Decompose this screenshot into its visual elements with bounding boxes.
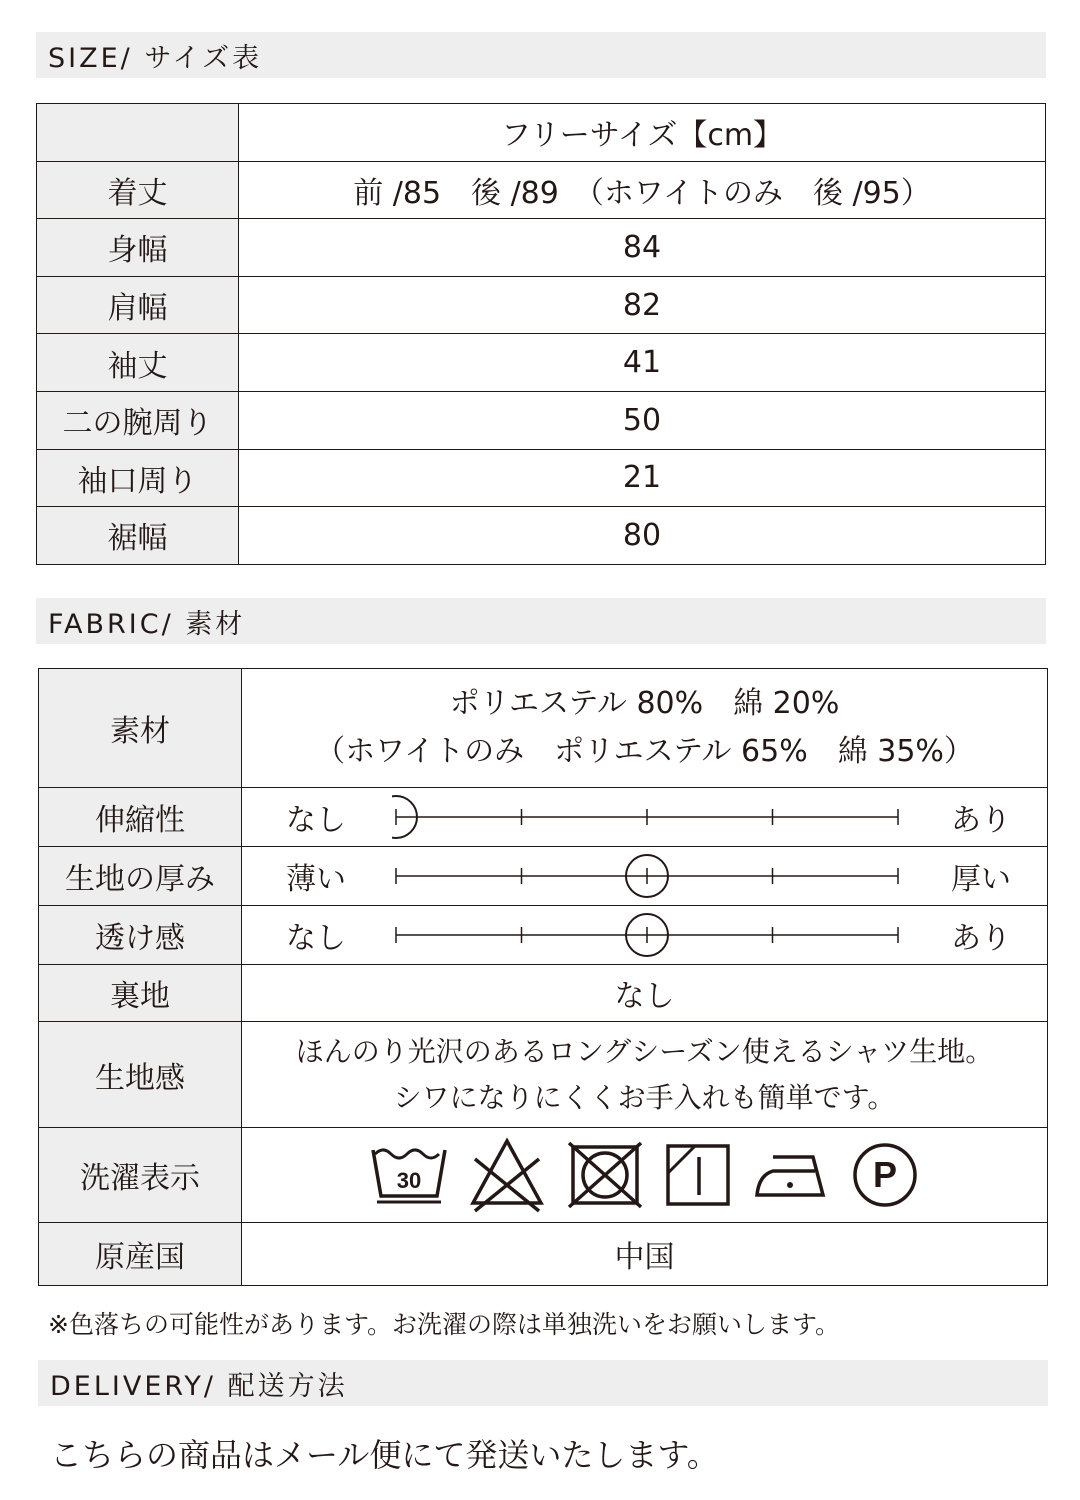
size-row <box>37 161 1046 219</box>
feel-row <box>39 1022 1048 1128</box>
size-label: 身幅 <box>37 219 239 277</box>
size-corner-cell <box>37 104 239 162</box>
material-label: 素材 <box>39 669 242 788</box>
origin-label: 原産国 <box>39 1223 242 1286</box>
color-fade-note: ※色落ちの可能性があります。お洗濯の際は単独洗いをお願いします。 <box>48 1310 840 1339</box>
size-label: 裾幅 <box>37 507 239 565</box>
stretch-scale-cell <box>242 788 1048 847</box>
thickness-right-label: 厚い <box>951 862 1011 897</box>
size-column-header: フリーサイズ【cm】 <box>239 104 1046 162</box>
size-row <box>37 449 1046 507</box>
sheerness-scale-cell <box>242 906 1048 965</box>
size-value: 21 <box>239 449 1046 507</box>
scale-row-sheerness <box>39 906 1048 965</box>
size-value: 82 <box>239 276 1046 334</box>
size-value: 41 <box>239 334 1046 392</box>
line-dry-icon <box>665 1143 731 1207</box>
fabric-table <box>38 668 1048 1286</box>
fabric-section-header <box>36 598 1046 644</box>
size-row <box>37 334 1046 392</box>
size-row <box>37 507 1046 565</box>
feel-label: 生地感 <box>39 1022 242 1128</box>
no-tumble-dry-icon <box>567 1141 643 1209</box>
thickness-left-label: 薄い <box>286 862 346 897</box>
feel-value <box>242 1022 1048 1128</box>
wash-30-icon <box>371 1144 447 1206</box>
sheerness-right-label: あり <box>951 921 1011 956</box>
stretch-right-label: あり <box>951 803 1011 838</box>
size-section-header <box>36 32 1046 78</box>
scale-row-thickness <box>39 847 1048 906</box>
no-bleach-icon <box>469 1137 545 1213</box>
material-value <box>242 669 1048 788</box>
feel-line-1: ほんのり光沢のあるロングシーズン使えるシャツ生地。 <box>295 1034 994 1068</box>
size-header-row <box>37 104 1046 162</box>
sheerness-left-label: なし <box>286 921 346 956</box>
wash-temp-label: 30 <box>396 1168 421 1193</box>
size-label: 袖丈 <box>37 334 239 392</box>
size-value: 50 <box>239 391 1046 449</box>
size-row <box>37 276 1046 334</box>
size-value: 84 <box>239 219 1046 277</box>
delivery-section-header <box>38 1360 1048 1406</box>
sheerness-scale <box>392 906 902 965</box>
care-row <box>39 1128 1048 1223</box>
size-value: 前 /85 後 /89 （ホワイトのみ 後 /95） <box>239 161 1046 219</box>
thickness-scale <box>392 847 902 906</box>
size-label: 肩幅 <box>37 276 239 334</box>
scale-row-stretch <box>39 788 1048 847</box>
material-line-2: （ホワイトのみ ポリエステル 65% 綿 35%） <box>315 734 974 769</box>
care-icons <box>242 1137 1047 1213</box>
thickness-label: 生地の厚み <box>39 847 242 906</box>
care-icons-cell <box>242 1128 1048 1223</box>
fabric-section-title: FABRIC/ 素材 <box>48 608 246 640</box>
origin-value: 中国 <box>242 1223 1048 1286</box>
stretch-label: 伸縮性 <box>39 788 242 847</box>
stretch-left-label: なし <box>286 803 346 838</box>
lining-value: なし <box>242 965 1048 1022</box>
thickness-scale-cell <box>242 847 1048 906</box>
size-table <box>36 103 1046 565</box>
delivery-section-title: DELIVERY/ 配送方法 <box>50 1370 348 1402</box>
stretch-scale <box>392 788 902 847</box>
dry-clean-p-icon <box>851 1141 919 1209</box>
material-row <box>39 669 1048 788</box>
iron-low-icon <box>753 1149 829 1201</box>
lining-label: 裏地 <box>39 965 242 1022</box>
delivery-text: こちらの商品はメール便にて発送いたします。 <box>50 1436 719 1474</box>
dry-clean-letter: P <box>872 1154 897 1195</box>
size-label: 袖口周り <box>37 449 239 507</box>
material-line-1: ポリエステル 80% 綿 20% <box>449 686 840 721</box>
sheerness-label: 透け感 <box>39 906 242 965</box>
size-value: 80 <box>239 507 1046 565</box>
feel-line-2: シワになりにくくお手入れも簡単です。 <box>393 1080 896 1114</box>
care-label: 洗濯表示 <box>39 1128 242 1223</box>
size-label: 二の腕周り <box>37 391 239 449</box>
size-label: 着丈 <box>37 161 239 219</box>
lining-row <box>39 965 1048 1022</box>
size-row <box>37 391 1046 449</box>
size-row <box>37 219 1046 277</box>
size-section-title: SIZE/ サイズ表 <box>48 42 263 74</box>
origin-row <box>39 1223 1048 1286</box>
